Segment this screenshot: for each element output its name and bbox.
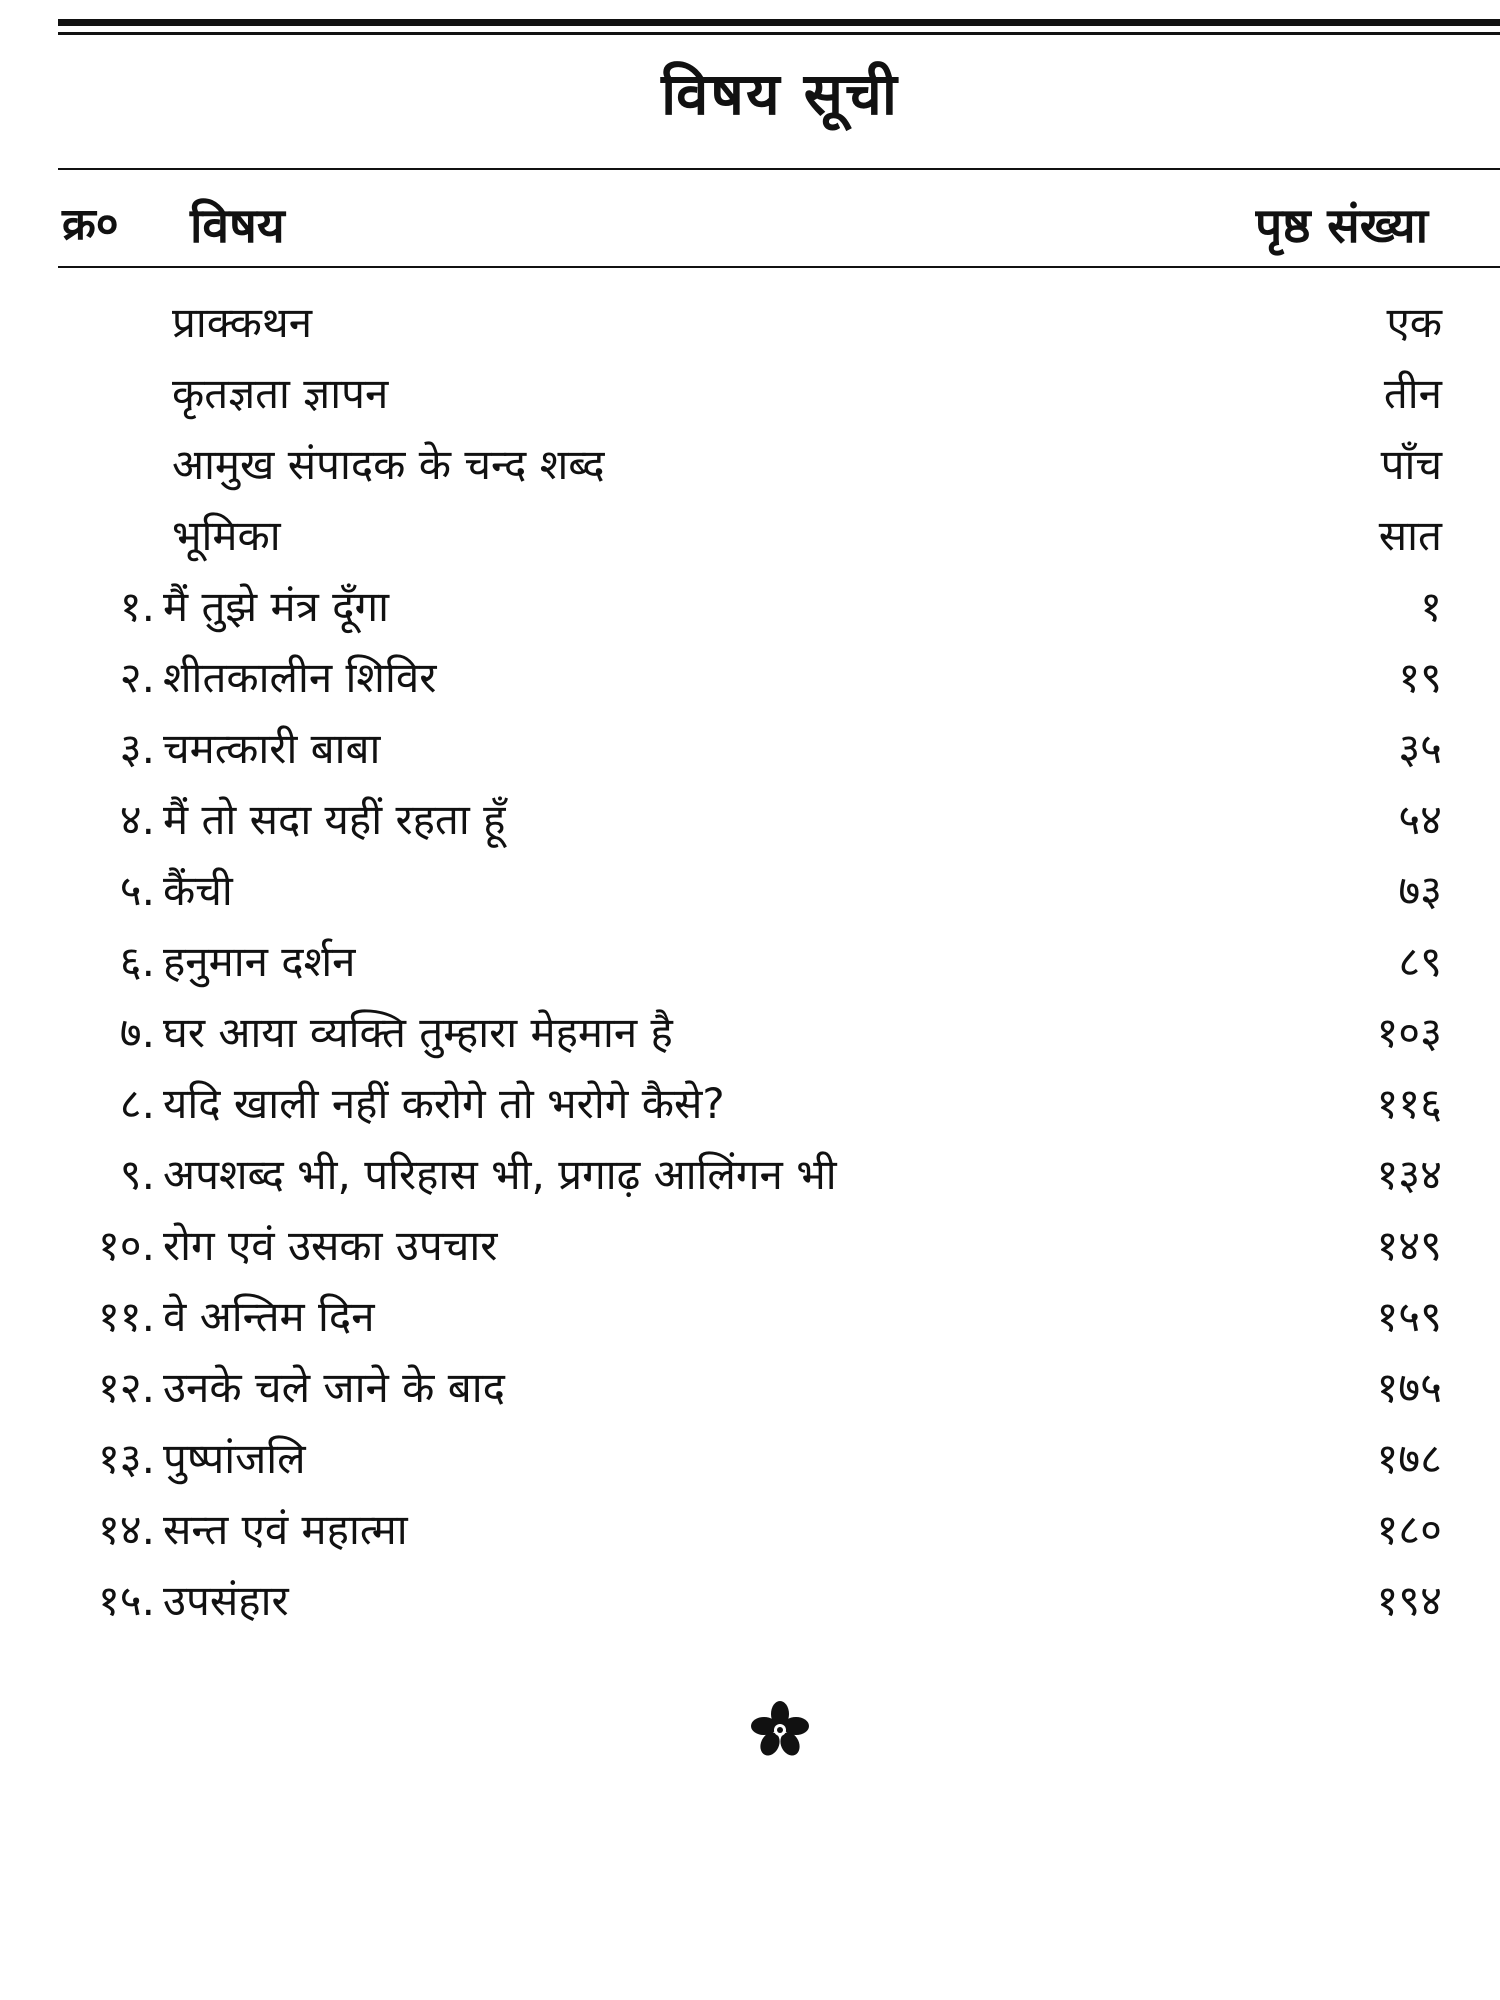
header-rule-top — [58, 168, 1500, 170]
top-rule-thin — [58, 32, 1500, 35]
page-title: विषय सूची — [661, 60, 899, 128]
chapter-row[interactable] — [0, 1423, 1500, 1494]
chapter-title: पुष्पांजलि — [163, 1434, 306, 1483]
flower-ornament-svg — [748, 1700, 812, 1760]
chapter-number: २. — [119, 653, 155, 702]
chapter-row[interactable] — [0, 1352, 1500, 1423]
chapter-row[interactable] — [0, 642, 1500, 713]
entry-page: तीन — [1383, 369, 1442, 418]
entry-title: भूमिका — [172, 511, 281, 560]
top-rule-thick — [58, 19, 1500, 26]
header-rule-bottom — [58, 266, 1500, 268]
chapter-number: ८. — [119, 1079, 155, 1128]
chapter-number: ७. — [119, 1008, 155, 1057]
chapter-title: वे अन्तिम दिन — [163, 1292, 375, 1341]
chapter-number: १२. — [97, 1363, 155, 1412]
chapter-page: ३५ — [1398, 724, 1442, 773]
chapter-page: १९४ — [1376, 1576, 1442, 1625]
chapter-row[interactable] — [0, 1565, 1500, 1636]
chapter-row[interactable] — [0, 997, 1500, 1068]
chapter-title: चमत्कारी बाबा — [163, 724, 381, 773]
chapter-row[interactable] — [0, 926, 1500, 997]
chapter-page: ८९ — [1398, 937, 1442, 986]
chapter-page: १०३ — [1376, 1008, 1442, 1057]
contents-list — [0, 287, 1500, 1636]
chapter-row[interactable] — [0, 713, 1500, 784]
chapter-number: १. — [119, 582, 155, 631]
chapter-page: १ — [1420, 582, 1442, 631]
chapter-number: ३. — [119, 724, 155, 773]
chapter-number: ९. — [119, 1150, 155, 1199]
chapter-row[interactable] — [0, 571, 1500, 642]
chapter-number: १३. — [97, 1434, 155, 1483]
chapter-title: उनके चले जाने के बाद — [163, 1363, 505, 1412]
chapter-number: १५. — [97, 1576, 155, 1625]
header-subject: विषय — [190, 198, 285, 254]
chapter-row[interactable] — [0, 1210, 1500, 1281]
chapter-title: मैं तुझे मंत्र दूँगा — [163, 582, 389, 631]
chapter-title: घर आया व्यक्ति तुम्हारा मेहमान है — [163, 1008, 673, 1057]
chapter-row[interactable] — [0, 1068, 1500, 1139]
chapter-page: ७३ — [1398, 866, 1442, 915]
front-matter-row[interactable] — [0, 287, 1500, 358]
chapter-title: सन्त एवं महात्मा — [163, 1505, 408, 1554]
chapter-title: शीतकालीन शिविर — [163, 653, 437, 702]
entry-title: आमुख संपादक के चन्द शब्द — [172, 440, 605, 489]
chapter-page: १३४ — [1376, 1150, 1442, 1199]
chapter-title: मैं तो सदा यहीं रहता हूँ — [163, 795, 506, 844]
chapter-page: १७५ — [1376, 1363, 1442, 1412]
chapter-page: ११६ — [1376, 1079, 1442, 1128]
header-page-number: पृष्ठ संख्या — [1255, 198, 1429, 254]
chapter-row[interactable] — [0, 1494, 1500, 1565]
flower-ornament-icon — [0, 1700, 1500, 1772]
chapter-page: १९ — [1398, 653, 1442, 702]
chapter-title: यदि खाली नहीं करोगे तो भरोगे कैसे? — [163, 1079, 725, 1128]
chapter-number: ५. — [119, 866, 155, 915]
chapter-title: उपसंहार — [163, 1576, 289, 1625]
chapter-title: रोग एवं उसका उपचार — [163, 1221, 498, 1270]
entry-title: कृतज्ञता ज्ञापन — [172, 369, 389, 418]
chapter-row[interactable] — [0, 1281, 1500, 1352]
chapter-row[interactable] — [0, 855, 1500, 926]
header-number: क्र० — [62, 199, 119, 250]
chapter-page: १७८ — [1376, 1434, 1442, 1483]
chapter-title: हनुमान दर्शन — [163, 937, 356, 986]
chapter-number: १०. — [97, 1221, 155, 1270]
chapter-row[interactable] — [0, 1139, 1500, 1210]
chapter-title: अपशब्द भी, परिहास भी, प्रगाढ़ आलिंगन भी — [163, 1150, 837, 1199]
chapter-page: १८० — [1376, 1505, 1442, 1554]
front-matter-row[interactable] — [0, 358, 1500, 429]
entry-page: एक — [1386, 298, 1442, 347]
chapter-number: ११. — [97, 1292, 155, 1341]
chapter-number: १४. — [97, 1505, 155, 1554]
chapter-page: १४९ — [1376, 1221, 1442, 1270]
chapter-number: ६. — [119, 937, 155, 986]
front-matter-row[interactable] — [0, 500, 1500, 571]
entry-page: पाँच — [1380, 440, 1442, 489]
entry-title: प्राक्कथन — [172, 298, 313, 347]
chapter-title: कैंची — [163, 866, 233, 915]
chapter-number: ४. — [119, 795, 155, 844]
front-matter-row[interactable] — [0, 429, 1500, 500]
chapter-page: ५४ — [1398, 795, 1442, 844]
entry-page: सात — [1378, 511, 1442, 560]
chapter-page: १५९ — [1376, 1292, 1442, 1341]
chapter-row[interactable] — [0, 784, 1500, 855]
